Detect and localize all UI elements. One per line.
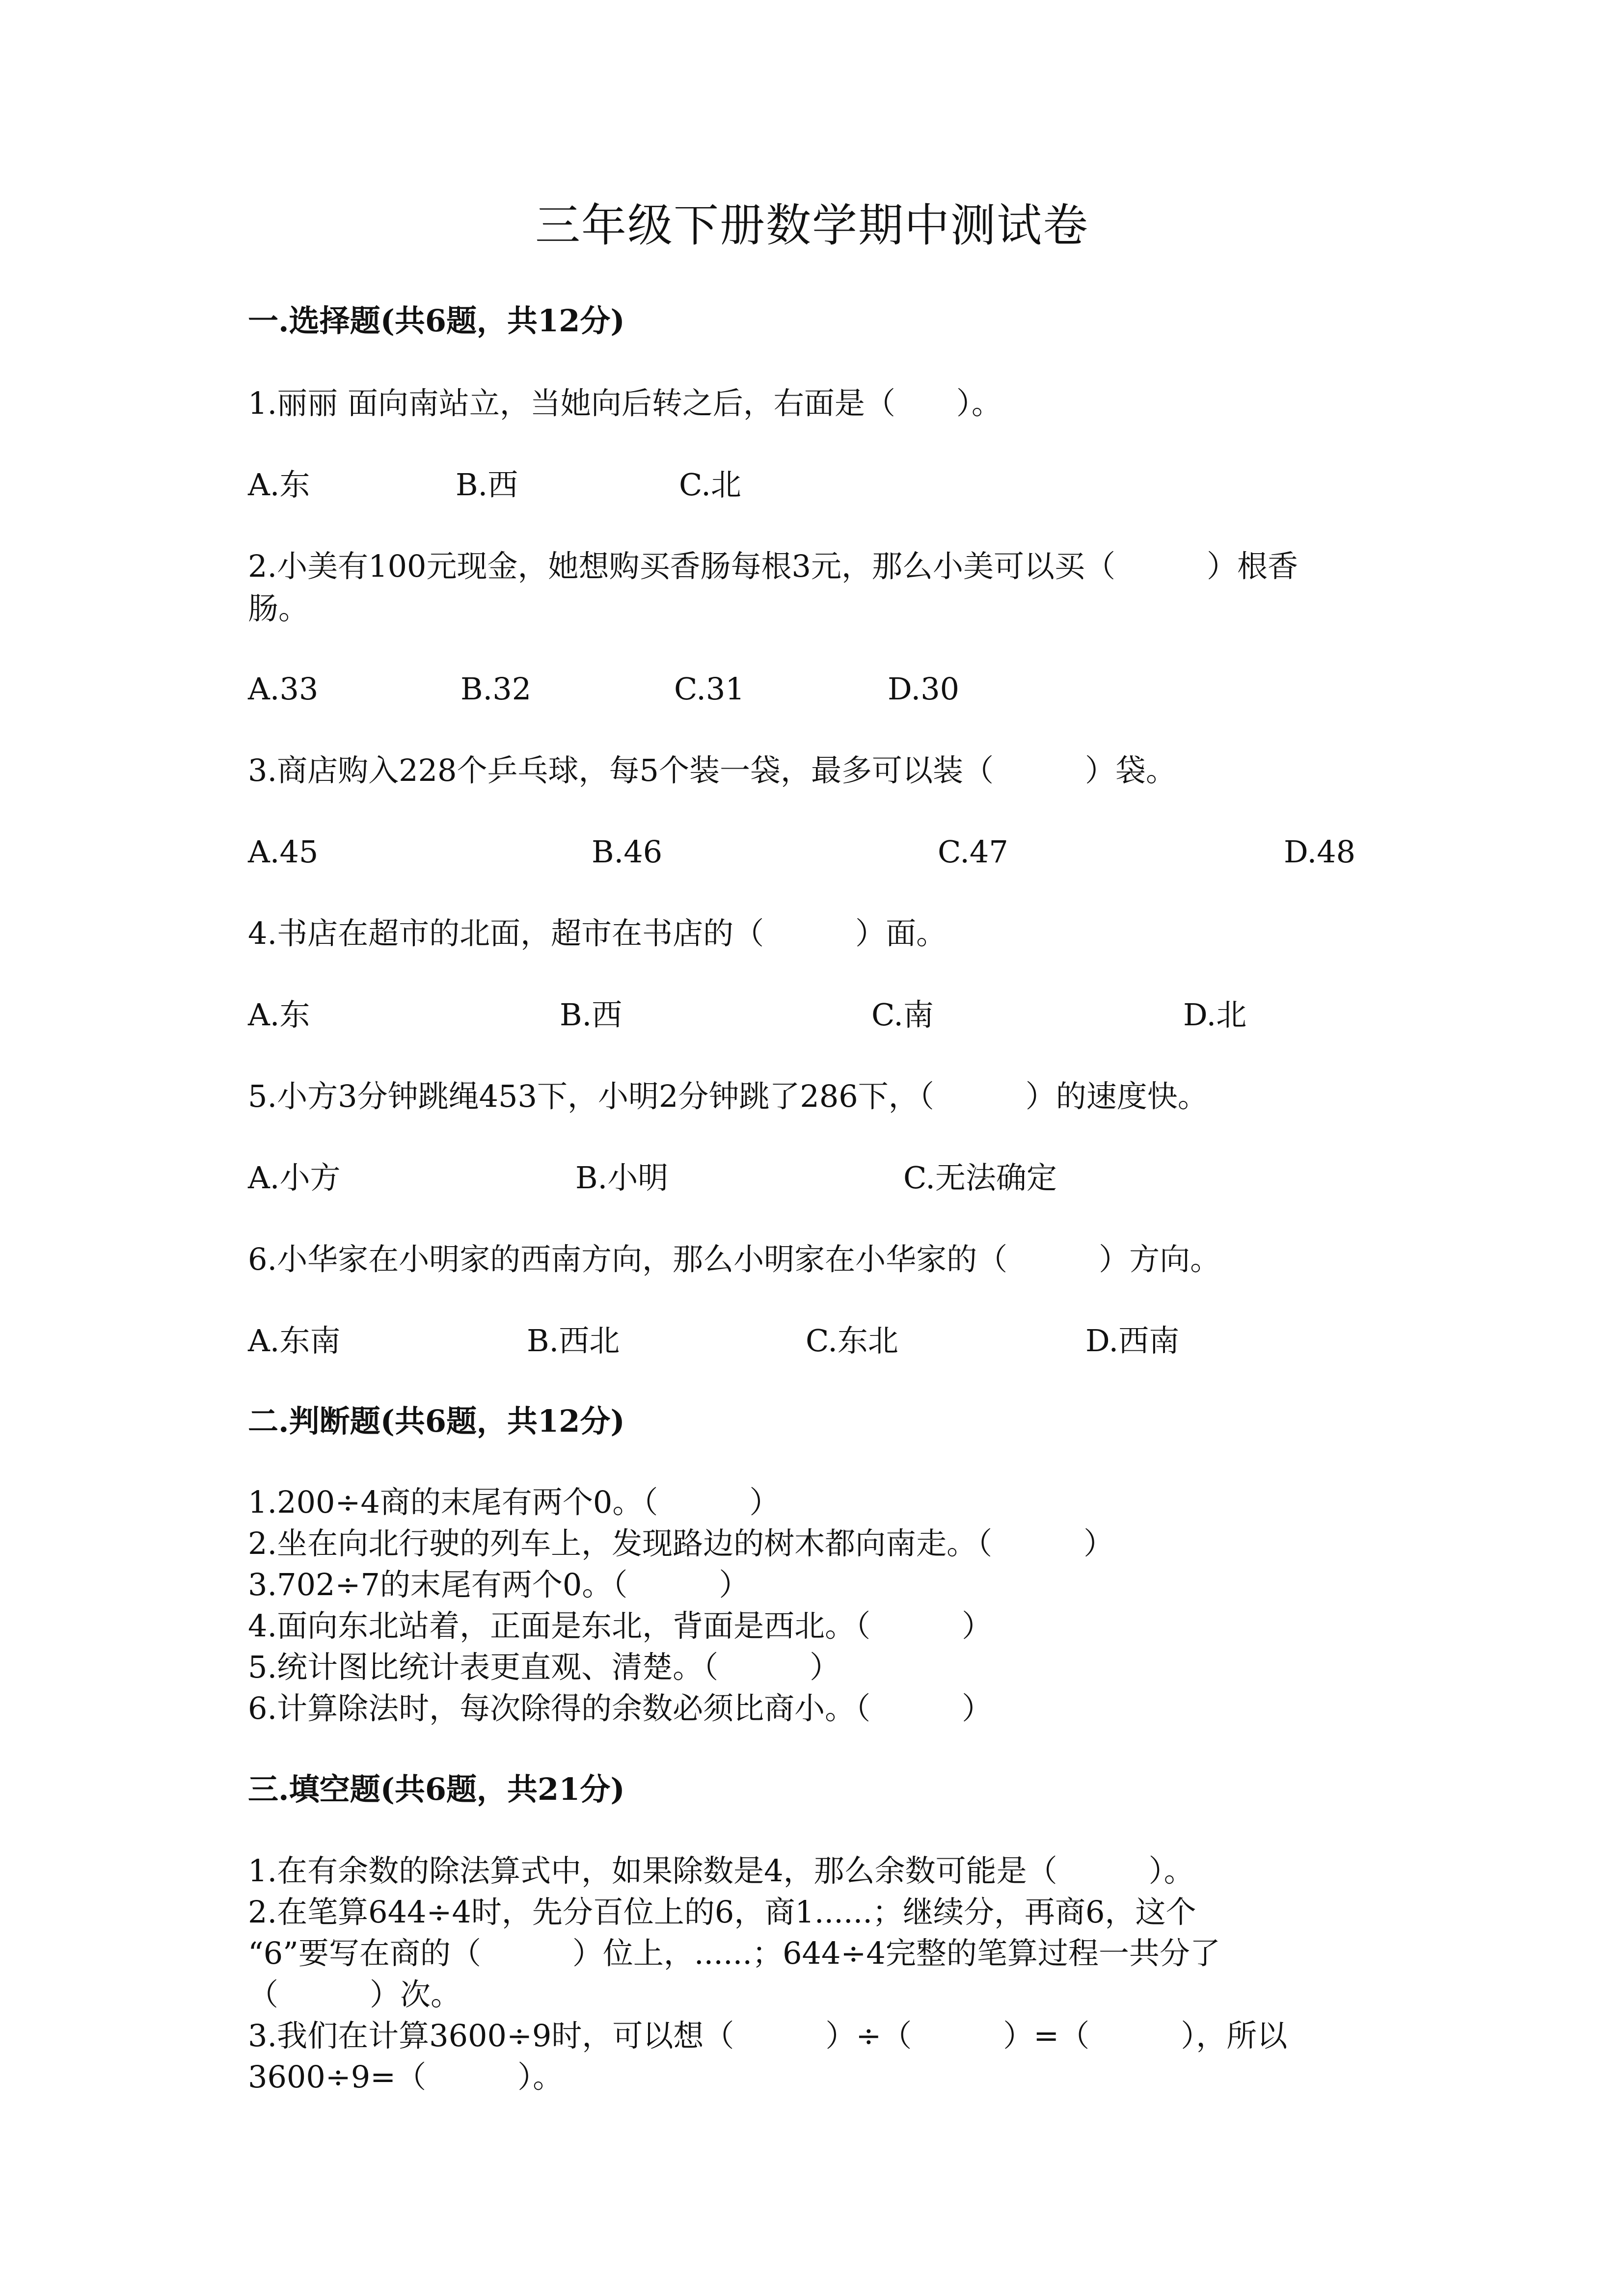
page-title: 三年级下册数学期中测试卷 bbox=[535, 199, 1089, 252]
option-c: C.31 bbox=[674, 671, 745, 707]
fill-item: 2.在笔算644÷4时，先分百位上的6，商1......；继续分，再商6，这个 bbox=[248, 1894, 1196, 1930]
option-d: D.48 bbox=[1284, 834, 1356, 870]
fill-item-continued: （ ）次。 bbox=[248, 1976, 461, 2012]
question-text: 2.小美有100元现金，她想购买香肠每根3元，那么小美可以买（ ）根香 bbox=[248, 548, 1298, 584]
section-heading-fill: 三.填空题(共6题，共21分) bbox=[248, 1771, 625, 1807]
question-text-continued: 肠。 bbox=[248, 590, 309, 626]
option-b: B.46 bbox=[592, 834, 663, 870]
question-text: 4.书店在超市的北面，超市在书店的（ ）面。 bbox=[248, 915, 947, 951]
option-d: D.北 bbox=[1183, 997, 1247, 1033]
option-b: B.小明 bbox=[575, 1160, 669, 1196]
judgement-item: 6.计算除法时，每次除得的余数必须比商小。（ ） bbox=[248, 1690, 993, 1726]
fill-item: 3.我们在计算3600÷9时，可以想（ ）÷（ ）=（ ），所以 bbox=[248, 2018, 1288, 2054]
option-a: A.33 bbox=[248, 671, 319, 707]
option-b: B.西 bbox=[560, 997, 623, 1033]
option-b: B.西北 bbox=[527, 1323, 620, 1359]
option-a: A.45 bbox=[248, 834, 319, 870]
judgement-item: 4.面向东北站着，正面是东北，背面是西北。（ ） bbox=[248, 1608, 993, 1644]
option-c: C.无法确定 bbox=[903, 1160, 1057, 1196]
judgement-item: 2.坐在向北行驶的列车上，发现路边的树木都向南走。（ ） bbox=[248, 1525, 1114, 1561]
judgement-item: 3.702÷7的末尾有两个0。（ ） bbox=[248, 1567, 750, 1602]
section-heading-choice: 一.选择题(共6题，共12分) bbox=[248, 303, 625, 339]
fill-item-continued: 3600÷9=（ ）。 bbox=[248, 2059, 564, 2095]
option-c: C.47 bbox=[938, 834, 1008, 870]
option-c: C.北 bbox=[679, 467, 741, 503]
option-b: B.西 bbox=[456, 467, 518, 503]
option-d: D.30 bbox=[888, 671, 960, 707]
section-heading-judgement: 二.判断题(共6题，共12分) bbox=[248, 1403, 625, 1439]
option-d: D.西南 bbox=[1085, 1323, 1180, 1359]
fill-item-continued: “6”要写在商的（ ）位上，......；644÷4完整的笔算过程一共分了 bbox=[248, 1935, 1220, 1971]
option-b: B.32 bbox=[460, 671, 532, 707]
option-a: A.小方 bbox=[248, 1160, 341, 1196]
question-text: 1.丽丽 面向南站立，当她向后转之后，右面是（ ）。 bbox=[248, 385, 1002, 421]
option-c: C.东北 bbox=[806, 1323, 898, 1359]
option-a: A.东 bbox=[248, 467, 310, 503]
question-text: 6.小华家在小明家的西南方向，那么小明家在小华家的（ ）方向。 bbox=[248, 1241, 1221, 1277]
option-a: A.东 bbox=[248, 997, 310, 1033]
judgement-item: 1.200÷4商的末尾有两个0。（ ） bbox=[248, 1484, 780, 1520]
option-a: A.东南 bbox=[248, 1323, 341, 1359]
judgement-item: 5.统计图比统计表更直观、清楚。（ ） bbox=[248, 1649, 840, 1685]
question-text: 5.小方3分钟跳绳453下，小明2分钟跳了286下，（ ）的速度快。 bbox=[248, 1078, 1208, 1114]
question-text: 3.商店购入228个乒乓球，每5个装一袋，最多可以装（ ）袋。 bbox=[248, 752, 1176, 788]
fill-item: 1.在有余数的除法算式中，如果除数是4，那么余数可能是（ ）。 bbox=[248, 1853, 1194, 1889]
option-c: C.南 bbox=[871, 997, 934, 1033]
